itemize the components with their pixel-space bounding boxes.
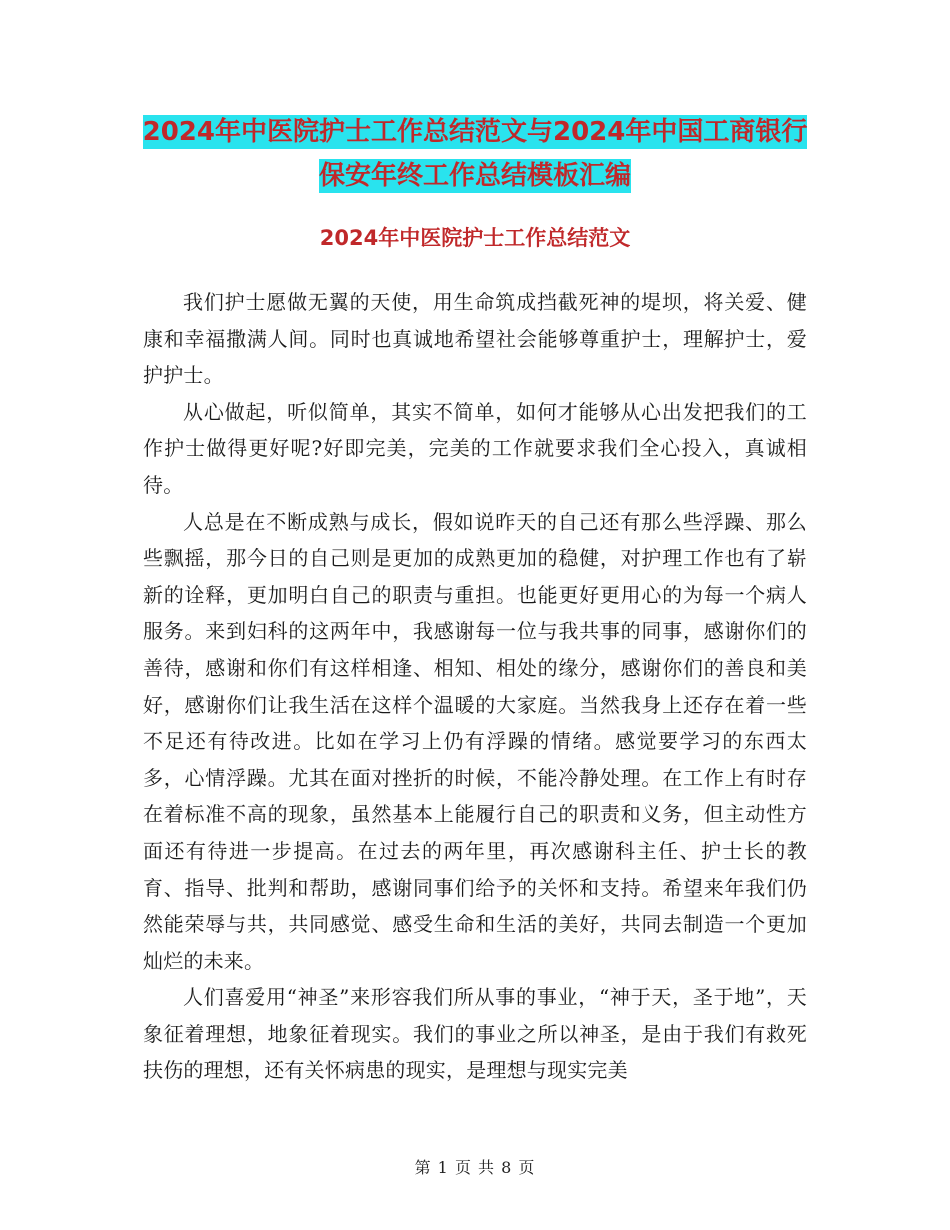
paragraph: 我们护士愿做无翼的天使，用生命筑成挡截死神的堤坝，将关爱、健康和幸福撒满人间。同时也真诚地希望社会能够尊重护士，理解护士，爱护护士。 [143, 290, 807, 388]
section-title: 2024年中医院护士工作总结范文 [319, 226, 631, 250]
page-footer: 第 1 页 共 8 页 [414, 1158, 536, 1177]
document-title-text: 2024年中医院护士工作总结范文与2024年中国工商银行保安年终工作总结模板汇编 [142, 117, 808, 191]
document-title [140, 110, 810, 198]
document-body [143, 284, 807, 1089]
paragraph: 人总是在不断成熟与成长，假如说昨天的自己还有那么些浮躁、那么些飘摇，那今日的自己则是更加的成熟更加的稳健，对护理工作也有了崭新的诠释，更加明白自己的职责与重担。也能更好更用心的为每一个病人服务。来到妇科的这两年中，我感谢每一位与我共事的同事，感谢你们的善待，感谢和你们有这样相逢、相知、相处的缘分，感谢你们的善良和美好，感谢你们让我生活在这样个温暖的大家庭。当然我身上还存在着一些不足还有待改进。比如在学习上仍有浮躁的情绪。感觉要学习的东西太多，心情浮躁。尤其在面对挫折的时候，不能冷静处理。在工作上有时存在着标准不高的现象，虽然基本上能履行自己的职责和义务，但主动性方面还有待进一步提高。在过去的两年里，再次感谢科主任、护士长的教育、指导、批判和帮助，感谢同事们给予的关怀和支持。希望来年我们仍然能荣辱与共，共同感觉、感受生命和生活的美好，共同去制造一个更加灿烂的未来。 [143, 509, 807, 973]
paragraph: 人们喜爱用“神圣”来形容我们所从事的事业，“神于天，圣于地”，天象征着理想，地象征着现实。我们的事业之所以神圣，是由于我们有救死扶伤的理想，还有关怀病患的现实，是理想与现实完美 [143, 985, 807, 1083]
paragraph: 从心做起，听似简单，其实不简单，如何才能够从心出发把我们的工作护士做得更好呢?好即完美，完美的工作就要求我们全心投入，真诚相待。 [143, 399, 807, 497]
